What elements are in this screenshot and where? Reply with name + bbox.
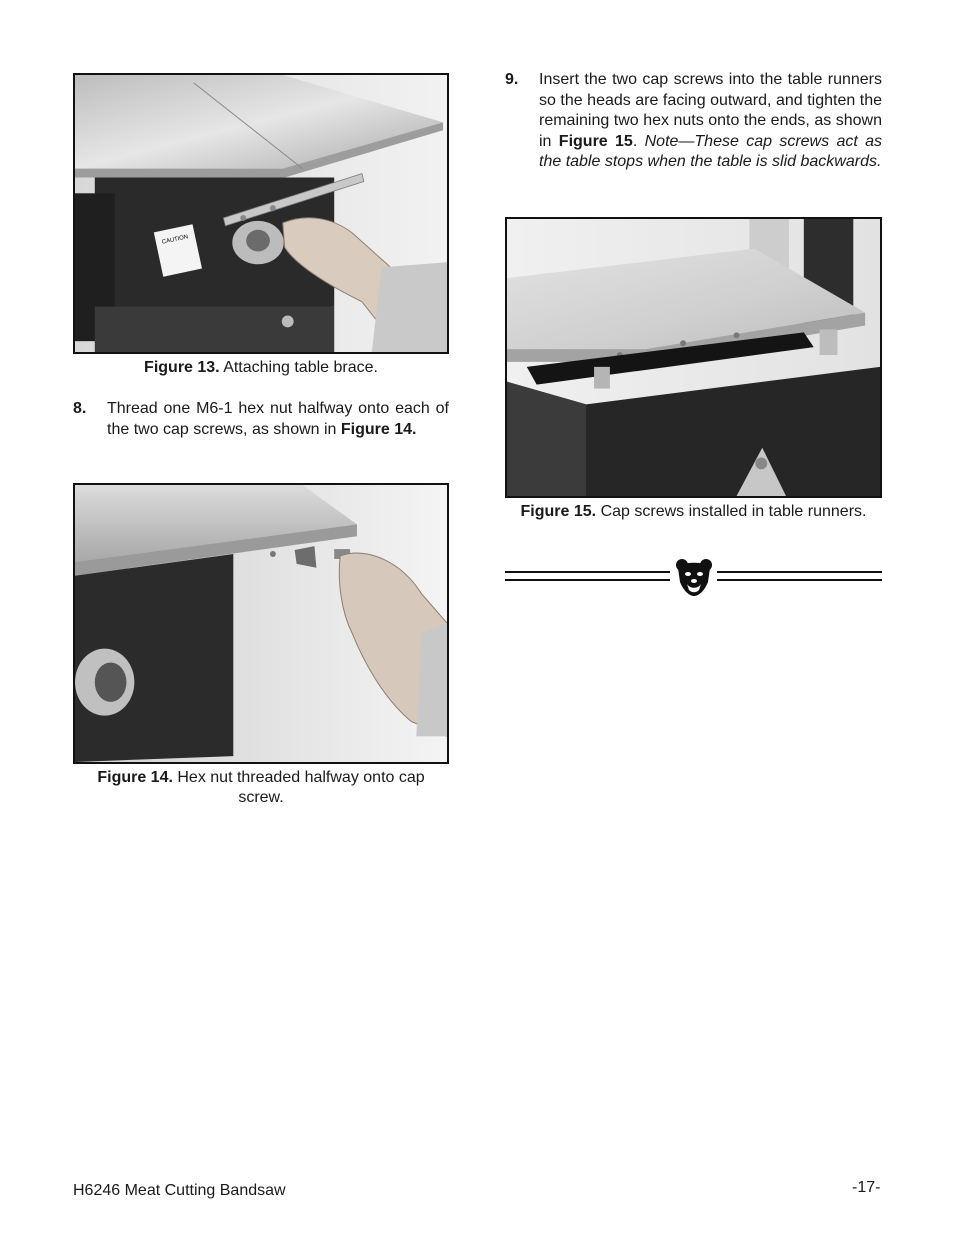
caution-label-text: CAUTION xyxy=(161,234,189,246)
figure-14-illustration xyxy=(75,485,447,762)
figure-14-caption xyxy=(73,768,449,808)
step-9-figure-ref: Figure 15 xyxy=(558,132,633,150)
step-9-body: Insert the two cap screws into the table runners so the heads are facing outward, and tighten the remaining two hex nuts onto the ends, as shown in xyxy=(539,71,882,150)
step-9 xyxy=(505,70,882,173)
step-text xyxy=(107,399,449,440)
step-text xyxy=(539,70,882,173)
step-number: 8. xyxy=(73,400,87,417)
figure-13-photo xyxy=(73,73,449,354)
figure-15-text: Cap screws installed in table runners. xyxy=(600,503,867,520)
figure-13-text: Attaching table brace. xyxy=(223,359,378,376)
step-8-figure-ref: Figure 14. xyxy=(340,420,417,438)
bear-head-icon xyxy=(674,558,714,598)
step-8-body: Thread one M6-1 hex nut halfway onto each of the two cap screws, as shown in xyxy=(107,400,449,438)
step-9-note: Note—These cap screws act as the table stops when the table is slid backwards. xyxy=(539,132,883,170)
step-8 xyxy=(73,399,449,440)
figure-15-label: Figure 15. xyxy=(520,503,597,520)
figure-14-text: Hex nut threaded halfway onto cap screw. xyxy=(177,769,425,806)
figure-15-photo xyxy=(505,217,882,498)
figure-14-photo xyxy=(73,483,449,764)
figure-13-label: Figure 13. xyxy=(144,359,220,376)
figure-15-illustration xyxy=(507,219,880,496)
page-number: -17- xyxy=(852,1179,881,1196)
figure-14-label: Figure 14. xyxy=(97,769,173,786)
step-9-separator: . xyxy=(632,132,645,150)
step-number: 9. xyxy=(505,71,519,88)
figure-15-caption xyxy=(505,502,882,522)
figure-13-caption xyxy=(73,358,449,378)
section-divider xyxy=(505,560,882,600)
figure-13-illustration xyxy=(75,75,447,352)
footer-title: H6246 Meat Cutting Bandsaw xyxy=(73,1182,286,1199)
